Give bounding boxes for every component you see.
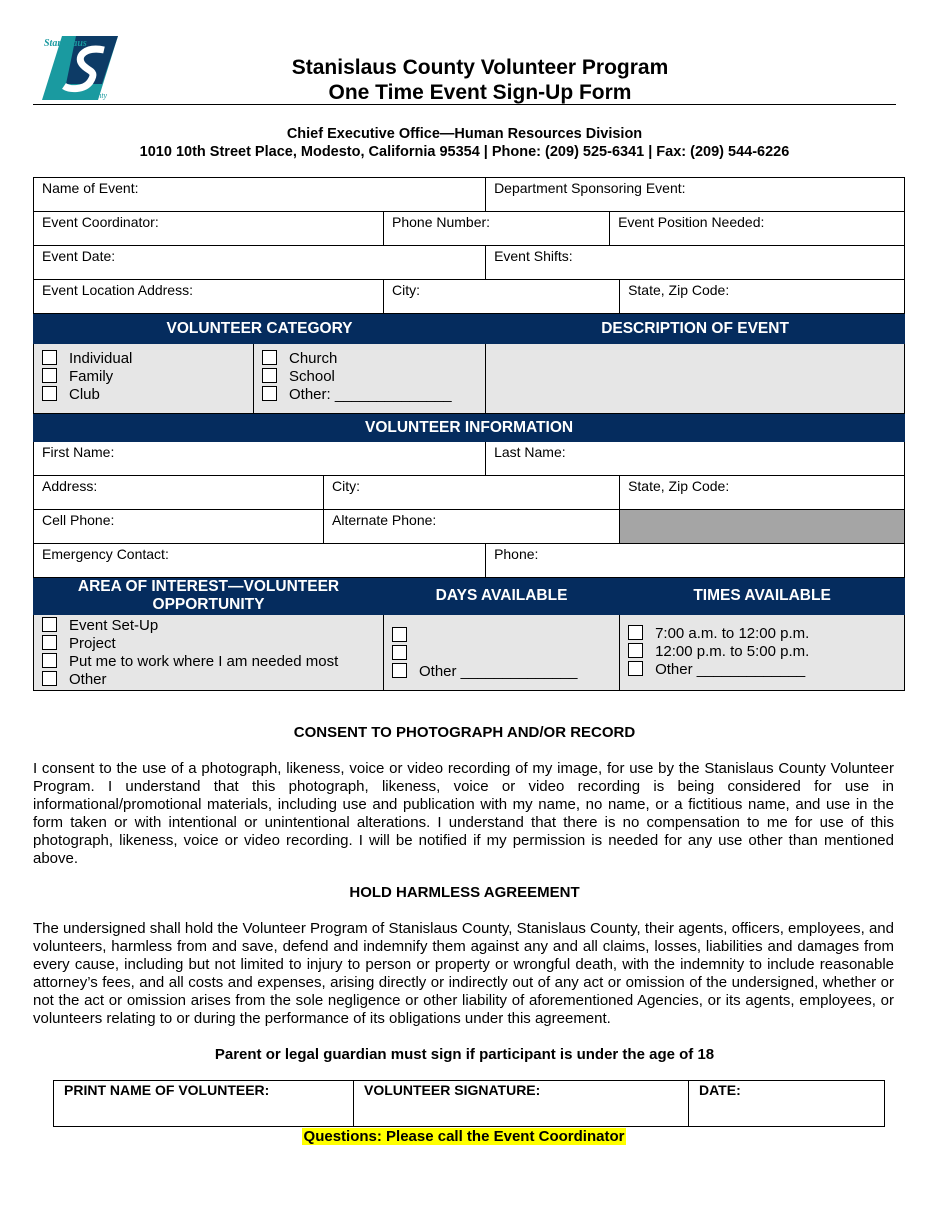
checkbox[interactable] (42, 635, 57, 650)
consent-title: CONSENT TO PHOTOGRAPH AND/OR RECORD (293, 724, 636, 741)
checkbox[interactable] (262, 368, 277, 383)
description-header: DESCRIPTION OF EVENT (486, 314, 905, 344)
hold-harmless-title: HOLD HARMLESS AGREEMENT (349, 884, 580, 901)
option-label: Family (69, 368, 114, 385)
category-option[interactable] (262, 350, 477, 368)
category-option[interactable] (262, 386, 477, 404)
county-logo (42, 36, 118, 100)
option-label: Project (69, 635, 116, 652)
questions-note (0, 1128, 928, 1145)
area-options (34, 615, 384, 691)
alt-phone-field[interactable] (324, 510, 620, 544)
office-address: 1010 10th Street Place, Modesto, California 95354 | Phone: (209) 525-6341 | Fax: (209) 544-6226 (139, 144, 790, 160)
checkbox[interactable] (42, 653, 57, 668)
area-option[interactable] (42, 653, 375, 671)
coordinator-label: Event Coordinator: (42, 214, 159, 230)
area-option[interactable] (42, 635, 375, 653)
option-label: Individual (69, 350, 133, 367)
signup-form-table (33, 177, 905, 691)
checkbox[interactable] (628, 661, 643, 676)
header-divider (33, 104, 896, 105)
title-line-1: Stanislaus County Volunteer Program (291, 56, 669, 79)
option-label: Other: ______________ (289, 386, 452, 403)
option-label: School (289, 368, 335, 385)
day-option[interactable] (392, 663, 611, 681)
coordinator-phone-label: Phone Number: (392, 214, 491, 230)
option-label: Other ______________ (419, 663, 578, 680)
option-label: Club (69, 386, 100, 403)
checkbox[interactable] (42, 368, 57, 383)
consent-text: I consent to the use of a photograph, likeness, voice or video recording of my image, for use by the Stanislaus County Volunteer Program. I understand that this photograph, likeness, voice or video recording is being considered for use in informational/promotional materials, including use and publication with my name, no name, or a fictitious name, and use in the form taken or with intentional or unintentional alterations. I understand that there is no compensation to me for use of this photograph, likeness, voice or video recording. I will be notified if my permission is needed for any use other than mentioned above. (33, 760, 894, 867)
position-field[interactable] (610, 212, 905, 246)
area-of-interest-header: AREA OF INTEREST—VOLUNTEER OPPORTUNITY (34, 578, 384, 615)
category-options-left (34, 344, 254, 414)
volunteer-info-header: VOLUNTEER INFORMATION (34, 414, 905, 442)
last-name-field[interactable] (486, 442, 905, 476)
cell-phone-label: Cell Phone: (42, 512, 115, 528)
option-label: Event Set-Up (69, 617, 159, 634)
date-label: DATE: (699, 1082, 741, 1098)
first-name-field[interactable] (34, 442, 486, 476)
event-state-zip-field[interactable] (620, 280, 905, 314)
event-name-label: Name of Event: (42, 180, 139, 196)
checkbox[interactable] (392, 645, 407, 660)
guardian-note: Parent or legal guardian must sign if participant is under the age of 18 (214, 1046, 715, 1063)
category-option[interactable] (42, 350, 245, 368)
checkbox[interactable] (628, 643, 643, 658)
print-name-field[interactable] (54, 1081, 354, 1127)
checkbox[interactable] (262, 350, 277, 365)
day-option[interactable] (392, 645, 611, 663)
checkbox[interactable] (42, 386, 57, 401)
address-label: Address: (42, 478, 98, 494)
days-options (384, 615, 620, 691)
time-option[interactable] (628, 661, 896, 679)
first-name-label: First Name: (42, 444, 115, 460)
emergency-contact-label: Emergency Contact: (42, 546, 169, 562)
department-field[interactable] (486, 178, 905, 212)
logo-text-bottom: County (84, 91, 108, 100)
state-zip-label: State, Zip Code: (628, 478, 730, 494)
signature-field[interactable] (354, 1081, 689, 1127)
address-field[interactable] (34, 476, 324, 510)
checkbox[interactable] (42, 350, 57, 365)
date-field[interactable] (689, 1081, 885, 1127)
event-city-field[interactable] (384, 280, 620, 314)
state-zip-field[interactable] (620, 476, 905, 510)
cell-phone-field[interactable] (34, 510, 324, 544)
department-label: Department Sponsoring Event: (494, 180, 686, 196)
days-available-header: DAYS AVAILABLE (384, 578, 620, 615)
coordinator-phone-field[interactable] (384, 212, 610, 246)
shaded-cell (620, 510, 905, 544)
page-title (230, 55, 730, 105)
event-shifts-label: Event Shifts: (494, 248, 573, 264)
location-label: Event Location Address: (42, 282, 193, 298)
event-date-field[interactable] (34, 246, 486, 280)
event-shifts-field[interactable] (486, 246, 905, 280)
time-option[interactable] (628, 643, 896, 661)
print-name-label: PRINT NAME OF VOLUNTEER: (64, 1082, 270, 1098)
logo-text-top: Stanislaus (44, 38, 87, 49)
office-info (33, 125, 896, 161)
checkbox[interactable] (42, 671, 57, 686)
day-option[interactable] (392, 627, 611, 645)
emergency-phone-field[interactable] (486, 544, 905, 578)
alt-phone-label: Alternate Phone: (332, 512, 437, 528)
event-name-field[interactable] (34, 178, 486, 212)
option-label: Put me to work where I am needed most (69, 653, 339, 670)
event-city-label: City: (392, 282, 420, 298)
last-name-label: Last Name: (494, 444, 566, 460)
checkbox[interactable] (628, 625, 643, 640)
city-field[interactable] (324, 476, 620, 510)
emergency-phone-label: Phone: (494, 546, 539, 562)
category-option[interactable] (42, 386, 245, 404)
category-option[interactable] (42, 368, 245, 386)
time-option[interactable] (628, 625, 896, 643)
office-division: Chief Executive Office—Human Resources Division (286, 126, 643, 142)
description-field[interactable] (486, 344, 905, 414)
checkbox[interactable] (392, 663, 407, 678)
city-label: City: (332, 478, 360, 494)
checkbox[interactable] (392, 627, 407, 642)
option-label: Church (289, 350, 338, 367)
location-field[interactable] (34, 280, 384, 314)
checkbox[interactable] (42, 617, 57, 632)
option-label: 7:00 a.m. to 12:00 p.m. (655, 625, 810, 642)
coordinator-field[interactable] (34, 212, 384, 246)
area-option[interactable] (42, 617, 375, 635)
title-line-2: One Time Event Sign-Up Form (328, 81, 632, 104)
position-label: Event Position Needed: (618, 214, 765, 230)
volunteer-category-header: VOLUNTEER CATEGORY (34, 314, 486, 344)
hold-harmless-text: The undersigned shall hold the Volunteer Program of Stanislaus County, Stanislaus County, their agents, officers, employees, and volunteers, harmless from and save, defend and indemnify them against any and all claims, losses, liabilities and damages from every cause, including but not limited to injury to person or property or wrongful death, with the indemnity to include reasonable attorney’s fees, and all costs and expenses, arising directly or indirectly out of any act or omission of the undersigned, whether or not the act or omission arises from the sole negligence or other liability of aforementioned Agencies, or its agents, employees, or volunteers relating to or during the performance of its obligations under this agreement. (33, 920, 894, 1027)
event-state-zip-label: State, Zip Code: (628, 282, 730, 298)
signature-table (53, 1080, 885, 1127)
area-option[interactable] (42, 671, 375, 689)
event-date-label: Event Date: (42, 248, 116, 264)
option-label: 12:00 p.m. to 5:00 p.m. (655, 643, 810, 660)
option-label: Other (69, 671, 107, 688)
checkbox[interactable] (262, 386, 277, 401)
category-options-right (254, 344, 486, 414)
emergency-contact-field[interactable] (34, 544, 486, 578)
times-available-header: TIMES AVAILABLE (620, 578, 905, 615)
category-option[interactable] (262, 368, 477, 386)
signature-label: VOLUNTEER SIGNATURE: (364, 1082, 541, 1098)
option-label: Other _____________ (655, 661, 806, 678)
questions-text: Questions: Please call the Event Coordinator (303, 1128, 625, 1145)
times-options (620, 615, 905, 691)
